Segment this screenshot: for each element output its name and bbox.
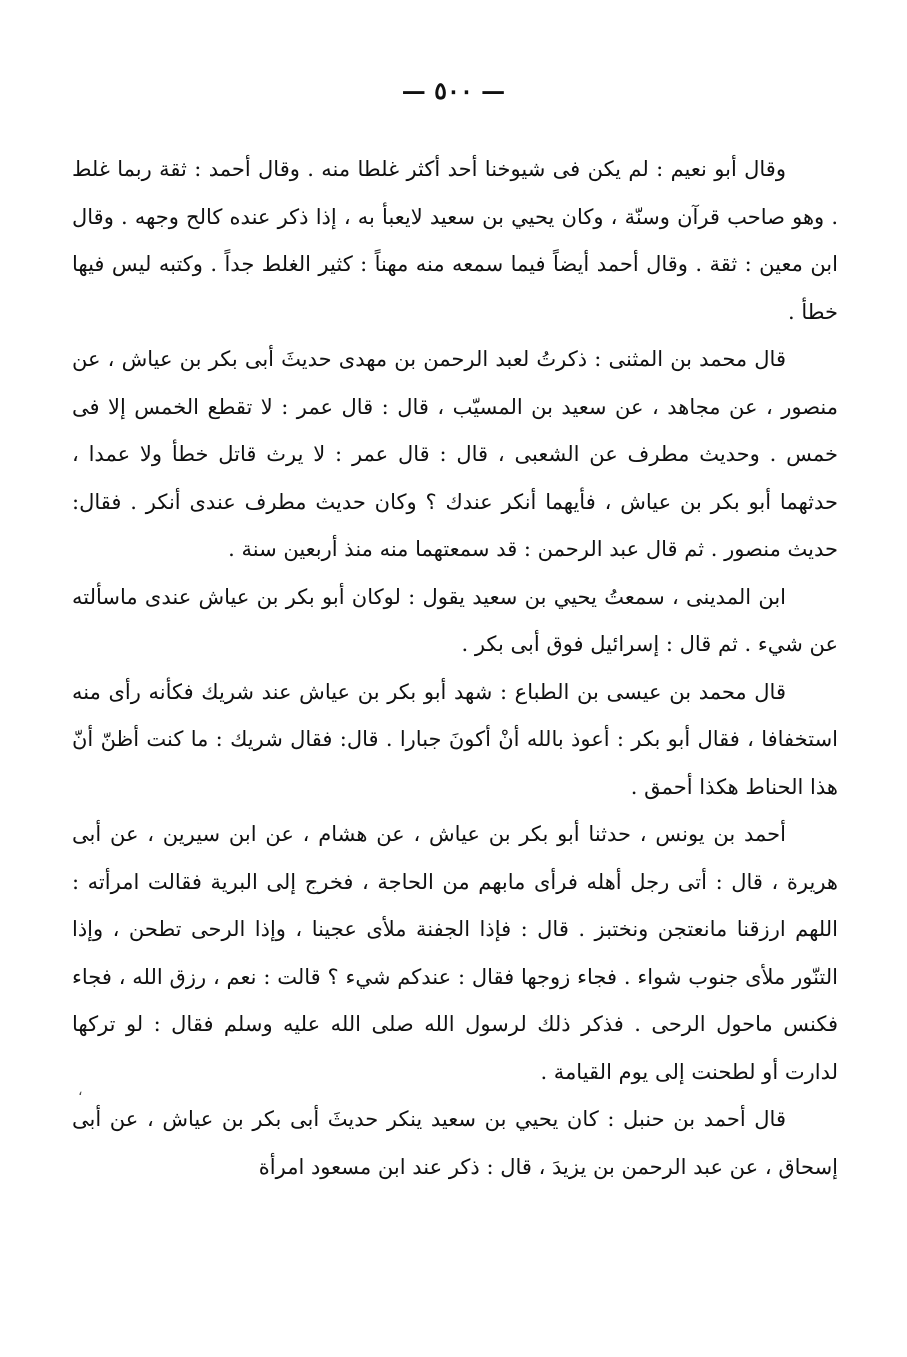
margin-mark: ،	[78, 1083, 83, 1099]
paragraph-abu-nuaim: وقال أبو نعيم : لم يكن فى شيوخنا أحد أكثر غلطا منه . وقال أحمد : ثقة ربما غلط . وهو صاحب قرآن وسنّة ، وكان يحيي بن سعيد لايعبأ به ، إذا ذكر عنده كالح وجهه . وقال ابن معين : ثقة . وقال أحمد أيضاً فيما سمعه منه مهناً : كثير الغلط جداً . وكتبه ليس فيها خطأ .	[72, 157, 838, 324]
page-number: — ٥٠٠ —	[401, 76, 506, 105]
paragraph-ibn-al-madini: ابن المدينى ، سمعتُ يحيي بن سعيد يقول : لوكان أبو بكر بن عياش عندى ماسألته عن شيء . ثم قال : إسرائيل فوق أبى بكر .	[72, 584, 838, 656]
paragraph-ahmad-ibn-hanbal: قال أحمد بن حنبل : كان يحيي بن سعيد ينكر حديثَ أبى بكر بن عياش ، عن أبى إسحاق ، عن عبد الرحمن بن يزيدَ ، قال : ذكر عند ابن مسعود امرأة	[72, 1107, 838, 1179]
paragraph-ahmad-ibn-yunus: أحمد بن يونس ، حدثنا أبو بكر بن عياش ، عن هشام ، عن ابن سيرين ، عن أبى هريرة ، قال : أتى رجل أهله فرأى مابهم من الحاجة ، فخرج إلى البرية فقالت امرأته : اللهم ارزقنا مانعتجن ونختبز . قال : فإذا الجفنة ملأى عجينا ، وإذا الرحى تطحن ، وإذا التنّور ملأى جنوب شواء . فجاء زوجها فقال : عندكم شيء ؟ قالت : نعم ، رزق الله ، فجاء فكنس ماحول الرحى . فذكر ذلك لرسول الله صلى الله عليه وسلم فقال : لو تركها لدارت أو لطحنت إلى يوم القيامة .	[72, 822, 838, 1084]
paragraph-ibn-al-muthanna: قال محمد بن المثنى : ذكرتُ لعبد الرحمن بن مهدى حديثَ أبى بكر بن عياش ، عن منصور ، عن مجاهد ، عن سعيد بن المسيّب ، قال : قال عمر : لا تقطع الخمس إلا فى خمس . وحديث مطرف عن الشعبى ، قال : قال عمر : لا يرث قاتل خطأ ولا عمدا ، حدثهما أبو بكر بن عياش ، فأيهما أنكر عندك ؟ وكان حديث مطرف عندى أنكر . فقال: حديث منصور . ثم قال عبد الرحمن : قد سمعتهما منه منذ أربعين سنة .	[72, 347, 838, 561]
page-body	[72, 146, 838, 1191]
paragraph-ibn-al-tabba: قال محمد بن عيسى بن الطباع : شهد أبو بكر بن عياش عند شريك فكأنه رأى منه استخفافا ، فقال أبو بكر : أعوذ بالله أنْ أكونَ جبارا . قال: فقال شريك : ما كنت أظنّ أنّ هذا الحناط هكذا أحمق .	[72, 679, 838, 799]
